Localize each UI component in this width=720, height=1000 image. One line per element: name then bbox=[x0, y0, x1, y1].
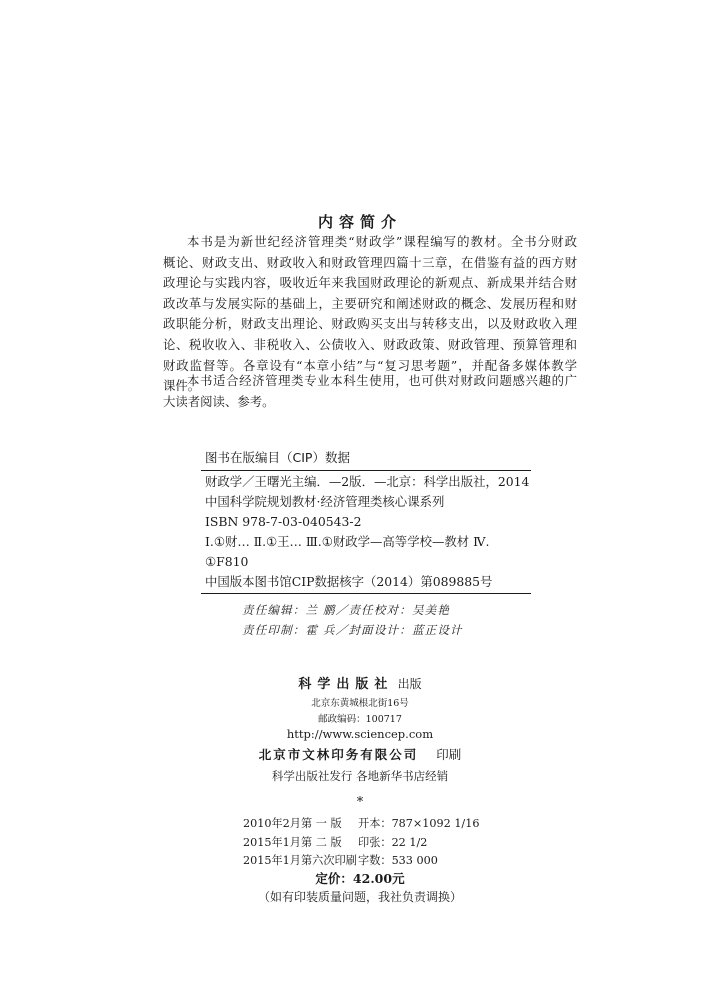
paragraph-line: 政改革与发展实际的基础上，主要研究和阐述财政的概念、发展历程和财 bbox=[163, 295, 577, 311]
paragraph-line: 本书适合经济管理类专业本科生使用，也可供对财政问题感兴趣的广 bbox=[187, 373, 577, 388]
credits-editor-proofreader: 责任编辑：兰 鹏／责任校对：吴美艳 bbox=[242, 603, 451, 617]
edition-spec: 印张：22 1/2 bbox=[358, 836, 428, 849]
cip-line: ①F810 bbox=[205, 553, 249, 569]
publisher-postcode: 邮政编码：100717 bbox=[318, 714, 402, 725]
edition-spec: 开本：787×1092 1/16 bbox=[358, 817, 480, 830]
edition-date: 2010年2月第 一 版 bbox=[243, 817, 342, 830]
cip-line: Ⅰ.①财… Ⅱ.①王… Ⅲ.①财政学—高等学校—教材 Ⅳ. bbox=[205, 533, 490, 549]
publisher-url: http://www.sciencep.com bbox=[286, 727, 434, 741]
publisher-address: 北京东黄城根北街16号 bbox=[311, 698, 409, 709]
publisher-suffix: 出版 bbox=[397, 677, 422, 691]
price: 定价：42.00元 bbox=[315, 871, 405, 886]
edition-date: 2015年1月第六次印刷 bbox=[243, 854, 357, 867]
intro-title: 内容简介 bbox=[317, 213, 402, 231]
edition-row bbox=[243, 815, 479, 831]
cip-line: ISBN 978-7-03-040543-2 bbox=[205, 513, 362, 529]
paragraph-line: 本书是为新世纪经济管理类“财政学”课程编写的教材。全书分财政 bbox=[187, 234, 577, 249]
publisher-line bbox=[0, 673, 720, 692]
intro-paragraph-2 bbox=[163, 371, 577, 412]
edition-row bbox=[243, 852, 438, 868]
printer-suffix: 印刷 bbox=[436, 747, 462, 762]
cip-line: 中国版本图书馆CIP数据核字（2014）第089885号 bbox=[205, 573, 493, 589]
cip-bottom-rule bbox=[201, 593, 531, 594]
cip-data-block bbox=[201, 445, 531, 594]
printer-name: 北京市文林印务有限公司 bbox=[258, 747, 419, 762]
paragraph-line: 财政监督等。各章设有“本章小结”与“复习思考题”，并配备多媒体教学 bbox=[163, 357, 577, 373]
quality-note: （如有印装质量问题，我社负责调换） bbox=[257, 890, 462, 904]
printer-line bbox=[0, 745, 720, 763]
paragraph-line: 概论、财政支出、财政收入和财政管理四篇十三章，在借鉴有益的西方财 bbox=[163, 254, 577, 270]
cip-line: 中国科学院规划教材·经济管理类核心课系列 bbox=[205, 493, 445, 509]
distribution-line: 科学出版社发行 各地新华书店经销 bbox=[271, 769, 449, 783]
credits-printing-cover: 责任印制：霍 兵／封面设计：蓝正设计 bbox=[242, 623, 463, 637]
cip-lines bbox=[201, 471, 531, 591]
paragraph-line: 政理论与实践内容，吸收近年来我国财政理论的新观点、新成果并结合财 bbox=[163, 275, 577, 291]
star-divider: * bbox=[356, 795, 364, 810]
edition-spec: 字数：533 000 bbox=[358, 854, 438, 867]
edition-row bbox=[243, 834, 427, 850]
paragraph-line: 论、税收收入、非税收入、公债收入、财政政策、财政管理、预算管理和 bbox=[163, 336, 577, 352]
cip-title: 图书在版编目（CIP）数据 bbox=[201, 445, 531, 471]
paragraph-line: 大读者阅读、参考。 bbox=[163, 393, 275, 409]
paragraph-line: 课件。 bbox=[163, 378, 201, 394]
paragraph-line: 政职能分析，财政支出理论、财政购买支出与转移支出，以及财政收入理 bbox=[163, 316, 577, 332]
edition-date: 2015年1月第 二 版 bbox=[243, 836, 342, 849]
cip-line: 财政学／王曙光主编．—2版．—北京：科学出版社，2014 bbox=[205, 474, 530, 489]
publisher-name: 科学出版社 bbox=[298, 677, 394, 692]
